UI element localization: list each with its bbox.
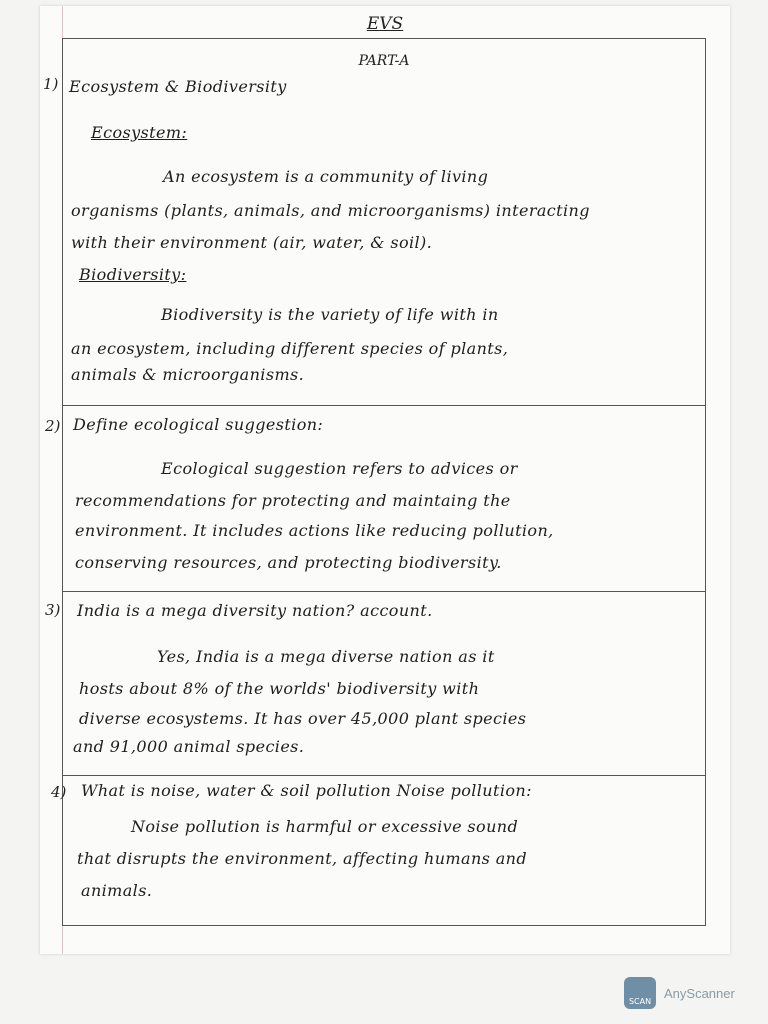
text-line: with their environment (air, water, & soil).: [71, 233, 433, 252]
part-label: PART-A: [358, 53, 410, 69]
text-line: that disrupts the environment, affecting humans and: [77, 849, 528, 868]
text-line: animals & microorganisms.: [71, 365, 305, 384]
scanner-watermark: [624, 977, 735, 1009]
section-divider: [63, 775, 705, 776]
scanner-app-label: AnyScanner: [664, 985, 735, 1001]
text-line: and 91,000 animal species.: [73, 737, 305, 756]
answer-box: [43, 38, 706, 926]
text-line: environment. It includes actions like reducing pollution,: [75, 521, 554, 540]
question-title-4: What is noise, water & soil pollution Noise pollution:: [81, 781, 532, 800]
text-line: conserving resources, and protecting biodiversity.: [75, 553, 502, 572]
text-line: hosts about 8% of the worlds' biodiversity with: [79, 679, 480, 698]
notebook-page: [40, 6, 730, 954]
scan-app-icon: SCAN: [624, 977, 656, 1009]
text-line: organisms (plants, animals, and microorganisms) interacting: [71, 201, 590, 220]
text-line: diverse ecosystems. It has over 45,000 plant species: [79, 709, 527, 728]
question-number-2: 2): [45, 417, 61, 435]
question-title-1: Ecosystem & Biodiversity: [69, 77, 287, 96]
text-line: recommendations for protecting and maintaing the: [75, 491, 511, 510]
text-line: Yes, India is a mega diverse nation as it: [157, 647, 495, 666]
text-line: An ecosystem is a community of living: [163, 167, 489, 186]
subheading-biodiversity: Biodiversity:: [79, 265, 187, 284]
text-line: Noise pollution is harmful or excessive sound: [131, 817, 519, 836]
text-line: Biodiversity is the variety of life with in: [161, 305, 499, 324]
section-divider: [63, 405, 705, 406]
text-line: an ecosystem, including different species of plants,: [71, 339, 509, 358]
text-line: Ecological suggestion refers to advices or: [161, 459, 518, 478]
text-line: animals.: [81, 881, 153, 900]
question-number-3: 3): [45, 601, 61, 619]
question-title-3: India is a mega diversity nation? account.: [77, 601, 433, 620]
page-title: EVS: [366, 14, 404, 34]
subheading-ecosystem: Ecosystem:: [91, 123, 188, 142]
question-title-2: Define ecological suggestion:: [73, 415, 324, 434]
question-number-4: 4): [51, 783, 67, 801]
section-divider: [63, 591, 705, 592]
question-number-1: 1): [43, 75, 59, 93]
